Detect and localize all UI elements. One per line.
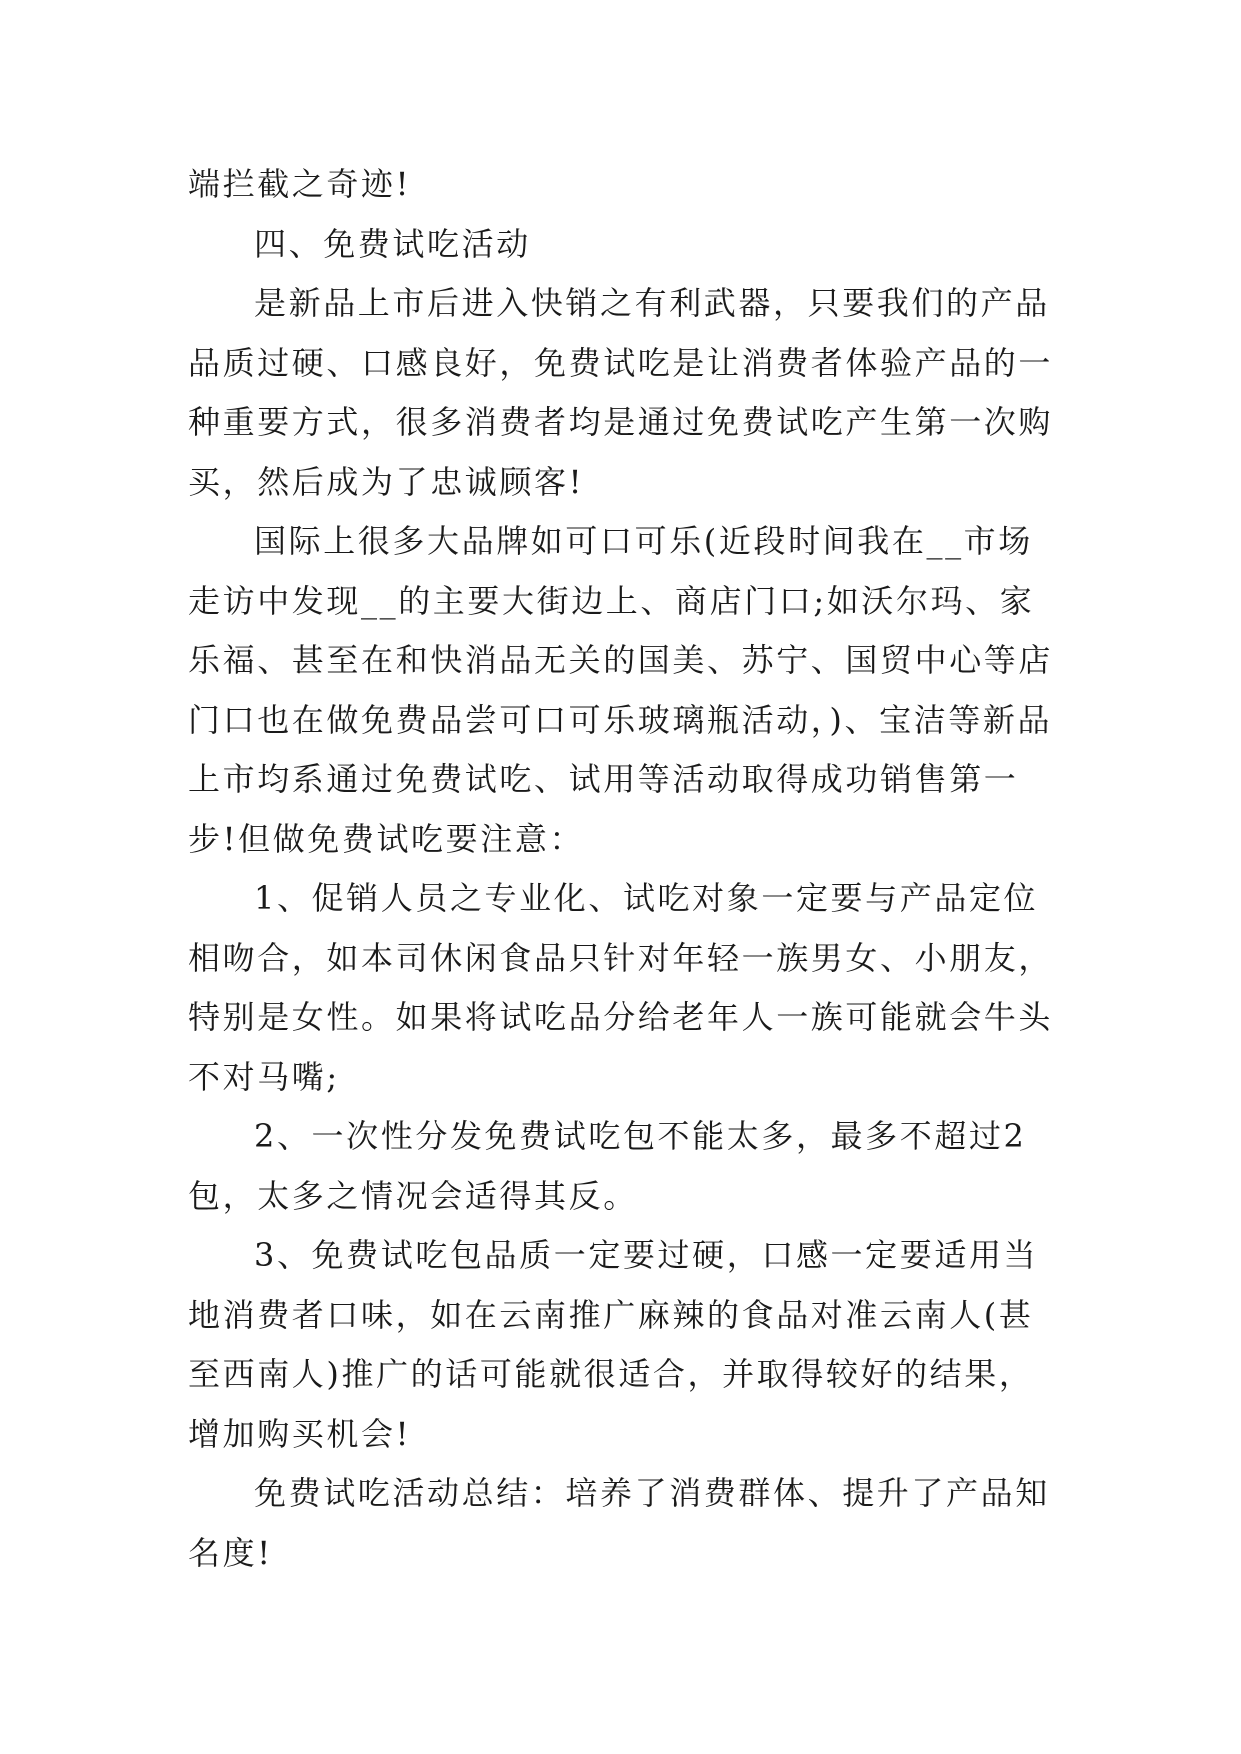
paragraph-free-tasting-intro: 是新品上市后进入快销之有利武器，只要我们的产品品质过硬、口感良好，免费试吃是让消费者体验产品的一种重要方式，很多消费者均是通过免费试吃产生第一次购买，然后成为了忠诚顾客!: [188, 284, 1054, 501]
paragraph-international-brands: 国际上很多大品牌如可口可乐(近段时间我在__市场走访中发现__的主要大街边上、商店门口;如沃尔玛、家乐福、甚至在和快消品无关的国美、苏宁、国贸中心等店门口也在做免费品尝可口可乐玻璃瓶活动，)、宝洁等新品上市均系通过免费试吃、试用等活动取得成功销售第一步!但做免费试吃要注意：: [188, 522, 1054, 858]
document-body: [188, 155, 1058, 1583]
paragraph-summary: 免费试吃活动总结：培养了消费群体、提升了产品知名度!: [188, 1474, 1050, 1572]
section-heading: 四、免费试吃活动: [254, 224, 531, 263]
list-item-1: 1、促销人员之专业化、试吃对象一定要与产品定位相吻合，如本司休闲食品只针对年轻一族男女、小朋友，特别是女性。如果将试吃品分给老年人一族可能就会牛头不对马嘴;: [188, 879, 1054, 1096]
paragraph-continuation: 端拦截之奇迹!: [188, 165, 412, 203]
list-item-3: 3、免费试吃包品质一定要过硬，口感一定要适用当地消费者口味，如在云南推广麻辣的食品对准云南人(甚至西南人)推广的话可能就很适合，并取得较好的结果，增加购买机会!: [188, 1236, 1039, 1453]
list-item-2: 2、一次性分发免费试吃包不能太多，最多不超过2包，太多之情况会适得其反。: [188, 1117, 1027, 1215]
